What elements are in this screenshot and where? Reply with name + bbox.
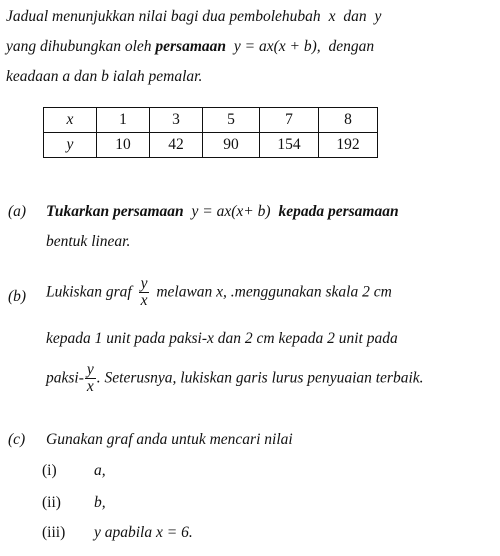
fraction-y-over-x <box>139 276 150 310</box>
table-cell: 7 <box>260 108 319 133</box>
item-number: (ii) <box>42 494 61 511</box>
intro-dan: dan <box>343 8 367 25</box>
data-table <box>43 107 378 158</box>
part-b-text: paksi- <box>46 369 84 387</box>
table-row-x <box>44 108 378 133</box>
part-c-item-ii <box>42 494 61 512</box>
part-b-line-3 <box>46 362 424 396</box>
table-header-y: y <box>44 133 97 158</box>
part-c-item-i <box>42 462 57 480</box>
part-a-label: (a) <box>8 203 27 220</box>
fraction-numerator: y <box>140 275 148 292</box>
part-b-text: melawan x, .menggunakan skala 2 cm <box>156 283 392 301</box>
table-cell: 42 <box>150 133 203 158</box>
equation: y = ax(x + b), <box>233 38 321 55</box>
table-cell: 90 <box>203 133 260 158</box>
part-c-label: (c) <box>8 431 26 448</box>
part-b-label: (b) <box>8 288 27 305</box>
part-c-item-iii <box>42 524 65 542</box>
intro-text: dengan <box>328 38 375 55</box>
intro-text: Jadual menunjukkan nilai bagi dua pembolehubah <box>6 8 321 25</box>
part-a-line-2: bentuk linear. <box>46 233 131 250</box>
part-a-text: Tukarkan persamaan <box>46 203 184 220</box>
var-y: y <box>374 8 382 25</box>
table-cell: 3 <box>150 108 203 133</box>
intro-line-2 <box>6 38 374 56</box>
part-a-text: kepada persamaan <box>278 203 399 220</box>
item-number: (iii) <box>42 524 66 541</box>
intro-bold-word: persamaan <box>155 38 227 55</box>
table-cell: 10 <box>97 133 150 158</box>
part-b-line-1 <box>46 276 392 310</box>
table-header-x: x <box>44 108 97 133</box>
part-b-text: . Seterusnya, lukiskan garis lurus penyuaian terbaik. <box>96 369 424 387</box>
part-c-item-ii-text: b, <box>94 494 106 511</box>
part-b-line-2: kepada 1 unit pada paksi-x dan 2 cm kepada 2 unit pada <box>46 330 398 347</box>
table-cell: 1 <box>97 108 150 133</box>
fraction-y-over-x <box>85 362 96 396</box>
intro-text: yang dihubungkan oleh <box>6 38 152 55</box>
table-cell: 192 <box>319 133 378 158</box>
table-cell: 154 <box>260 133 319 158</box>
var-x: x <box>328 8 336 25</box>
part-c-item-i-text: a, <box>94 462 106 479</box>
equation: y = ax(x+ b) <box>191 203 271 220</box>
fraction-numerator: y <box>86 361 94 378</box>
intro-line-3: keadaan a dan b ialah pemalar. <box>6 68 203 85</box>
intro-line-1 <box>6 8 381 26</box>
part-c-line-1: Gunakan graf anda untuk mencari nilai <box>46 431 293 448</box>
table-cell: 5 <box>203 108 260 133</box>
table-cell: 8 <box>319 108 378 133</box>
part-c-item-iii-text: y apabila x = 6. <box>94 524 193 541</box>
item-number: (i) <box>42 462 57 479</box>
table-row-y <box>44 133 378 158</box>
part-b-text: Lukiskan graf <box>46 283 132 301</box>
fraction-denominator: x <box>140 292 148 310</box>
part-a-line-1 <box>46 203 399 221</box>
fraction-denominator: x <box>86 378 94 396</box>
